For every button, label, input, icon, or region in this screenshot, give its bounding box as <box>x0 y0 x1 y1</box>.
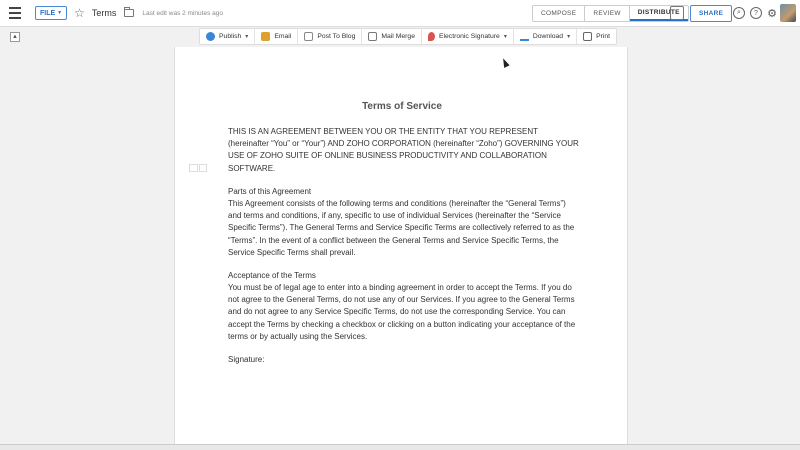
chevron-down-icon: ▾ <box>567 34 571 40</box>
menu-icon[interactable] <box>0 0 30 27</box>
collaborators-icon[interactable] <box>670 6 684 20</box>
download-button[interactable] <box>514 29 577 44</box>
chevron-down-icon: ▾ <box>503 34 507 40</box>
share-button[interactable]: SHARE <box>690 5 732 22</box>
mail-merge-label: Mail Merge <box>381 33 415 40</box>
signature-icon <box>428 32 435 41</box>
distribute-toolbar <box>199 28 617 45</box>
intro-paragraph: THIS IS AN AGREEMENT BETWEEN YOU OR THE ENTITY THAT YOU REPRESENT (hereinafter “You” or “Your”) AND ZOHO CORPORATION (hereinafter “Zoho”) GOVERNING YOUR USE OF ZOHO SUITE OF ONLINE BUSINESS PRODUCTIVITY AND COLLABORATION SOFTWARE. <box>228 127 579 173</box>
file-menu-button[interactable] <box>35 6 67 20</box>
document-title[interactable]: Terms <box>91 8 117 18</box>
tab-compose[interactable]: COMPOSE <box>533 6 585 21</box>
collapse-toolbar-button[interactable]: ▲ <box>10 32 20 42</box>
section-title-parts: Parts of this Agreement <box>228 187 312 196</box>
section-body-acceptance: You must be of legal age to enter into a binding agreement in order to accept the Terms. If you do not agree to the General Terms, do not use any of our Services. If you agree to the General Terms and do not agree to any Service Specific Terms, do not use the corresponding Service. You can accept the Terms by checking a checkbox or clicking on a button indicating your acceptance of the terms or by actually using the Services. <box>228 283 576 341</box>
post-to-blog-label: Post To Blog <box>317 33 356 40</box>
download-icon <box>520 32 529 41</box>
section-body-parts: This Agreement consists of the following terms and conditions (hereinafter the “General Terms”) and terms and conditions, if any, specific to use of individual Services (hereinafter the “Service Specific Terms”). The General Terms and Service Specific Terms are collectively referred to as the “Terms”. In the event of a conflict between the General Terms and Service Specific Terms, the Service Specific Terms shall prevail. <box>228 199 575 257</box>
gear-icon[interactable]: ⚙ <box>767 7 777 20</box>
email-label: Email <box>274 33 292 40</box>
mode-tabs <box>532 5 689 22</box>
print-button[interactable] <box>577 29 616 44</box>
electronic-signature-button[interactable] <box>422 29 514 44</box>
signature-label: Signature: <box>228 355 265 364</box>
print-icon <box>583 32 592 41</box>
chevron-down-icon: ▼ <box>57 10 63 16</box>
search-icon[interactable]: ⌕ <box>733 7 745 19</box>
blog-icon <box>304 32 313 41</box>
tab-review[interactable]: REVIEW <box>585 6 629 21</box>
mail-merge-button[interactable] <box>362 29 422 44</box>
document-page[interactable] <box>174 47 628 450</box>
publish-button[interactable] <box>200 29 255 44</box>
print-label: Print <box>596 33 611 40</box>
star-icon[interactable]: ☆ <box>74 6 85 20</box>
section-title-acceptance: Acceptance of the Terms <box>228 271 316 280</box>
document-heading: Terms of Service <box>362 101 442 112</box>
folder-icon[interactable] <box>124 9 134 17</box>
post-to-blog-button[interactable] <box>298 29 362 44</box>
status-bar <box>0 444 800 450</box>
tab-distribute[interactable]: DISTRIBUTE <box>630 6 688 21</box>
last-edit-status: Last edit was 2 minutes ago <box>142 9 223 17</box>
globe-icon <box>206 32 215 41</box>
publish-label: Publish <box>219 33 242 40</box>
file-menu-label: FILE <box>40 9 56 17</box>
download-label: Download <box>532 33 564 40</box>
electronic-signature-label: Electronic Signature <box>438 33 500 40</box>
email-button[interactable] <box>255 29 298 44</box>
help-icon[interactable]: ? <box>750 7 762 19</box>
mail-merge-icon <box>368 32 377 41</box>
chevron-down-icon: ▾ <box>245 34 249 40</box>
avatar[interactable] <box>780 4 796 22</box>
email-icon <box>261 32 270 41</box>
block-handle-icon[interactable] <box>189 164 207 172</box>
